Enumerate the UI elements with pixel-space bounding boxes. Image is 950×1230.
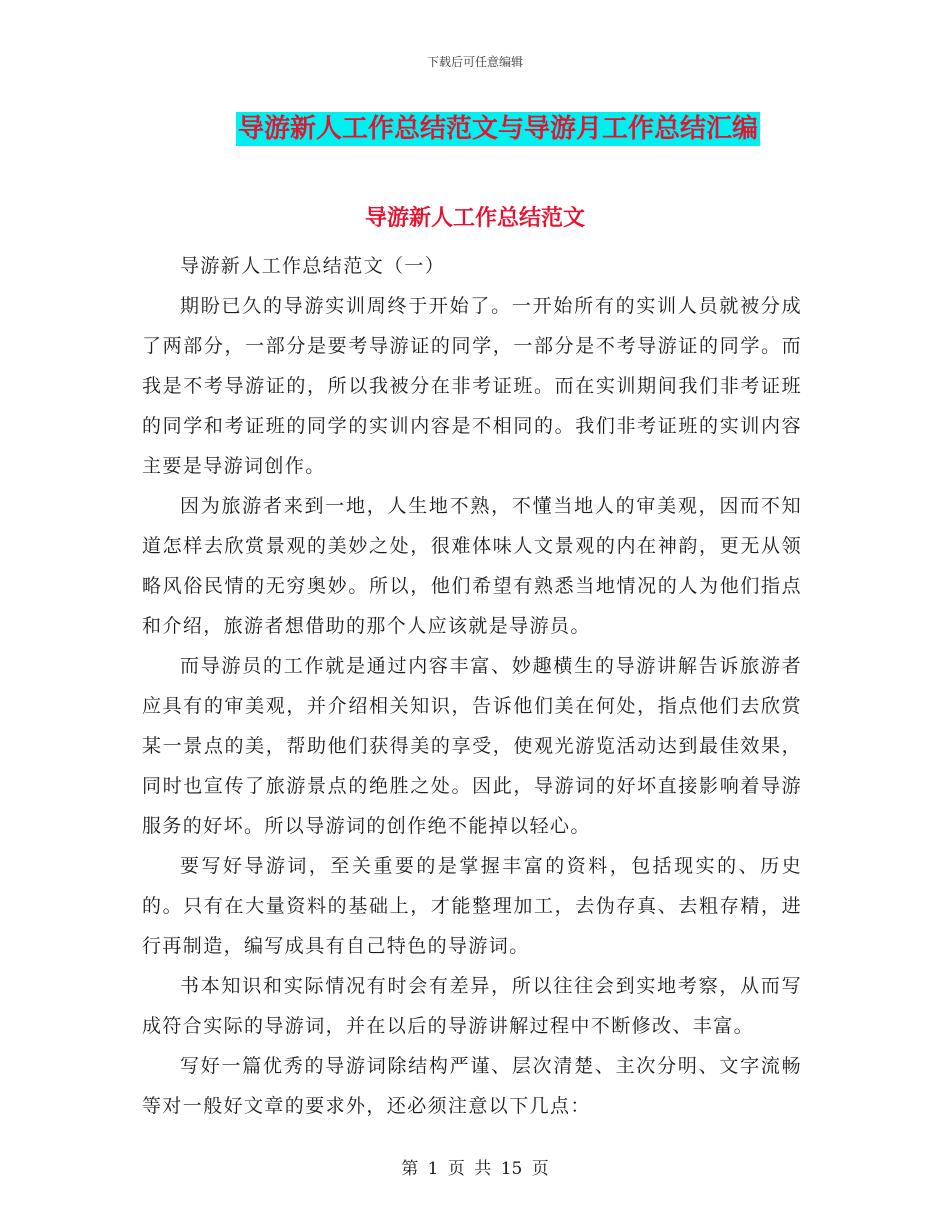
document-body (142, 246, 802, 1126)
paragraph: 书本知识和实际情况有时会有差异，所以往往会到实地考察，从而写成符合实际的导游词，并在以后的导游讲解过程中不断修改、丰富。 (142, 975, 802, 1037)
page-header-note: 下载后可任意编辑 (426, 55, 523, 69)
section-title: 导游新人工作总结范文 (364, 206, 585, 231)
main-title: 导游新人工作总结范文与导游月工作总结汇编 (237, 114, 758, 144)
main-title-container (0, 112, 950, 146)
paragraph: 要写好导游词，至关重要的是掌握丰富的资料，包括现实的、历史的。只有在大量资料的基础上，才能整理加工，去伪存真、去粗存精，进行再制造，编写成具有自己特色的导游词。 (142, 855, 802, 957)
paragraph: 因为旅游者来到一地，人生地不熟，不懂当地人的审美观，因而不知道怎样去欣赏景观的美妙之处，很难体味人文景观的内在神韵，更无从领略风俗民情的无穷奥妙。所以，他们希望有熟悉当地情况的人为他们指点和介绍，旅游者想借助的那个人应该就是导游员。 (142, 495, 802, 637)
page-number-footer: 第 1 页 共 15 页 (401, 1159, 549, 1179)
paragraph: 而导游员的工作就是通过内容丰富、妙趣横生的导游讲解告诉旅游者应具有的审美观，并介绍相关知识，告诉他们美在何处，指点他们去欣赏某一景点的美，帮助他们获得美的享受，使观光游览活动达到最佳效果，同时也宣传了旅游景点的绝胜之处。因此，导游词的好坏直接影响着导游服务的好坏。所以导游词的创作绝不能掉以轻心。 (142, 655, 802, 837)
paragraph: 写好一篇优秀的导游词除结构严谨、层次清楚、主次分明、文字流畅等对一般好文章的要求外，还必须注意以下几点： (142, 1055, 802, 1117)
paragraph-heading: 导游新人工作总结范文（一） (180, 255, 446, 277)
paragraph: 期盼已久的导游实训周终于开始了。一开始所有的实训人员就被分成了两部分，一部分是要考导游证的同学，一部分是不考导游证的同学。而我是不考导游证的，所以我被分在非考证班。而在实训期间我们非考证班的同学和考证班的同学的实训内容是不相同的。我们非考证班的实训内容主要是导游词创作。 (142, 295, 802, 477)
